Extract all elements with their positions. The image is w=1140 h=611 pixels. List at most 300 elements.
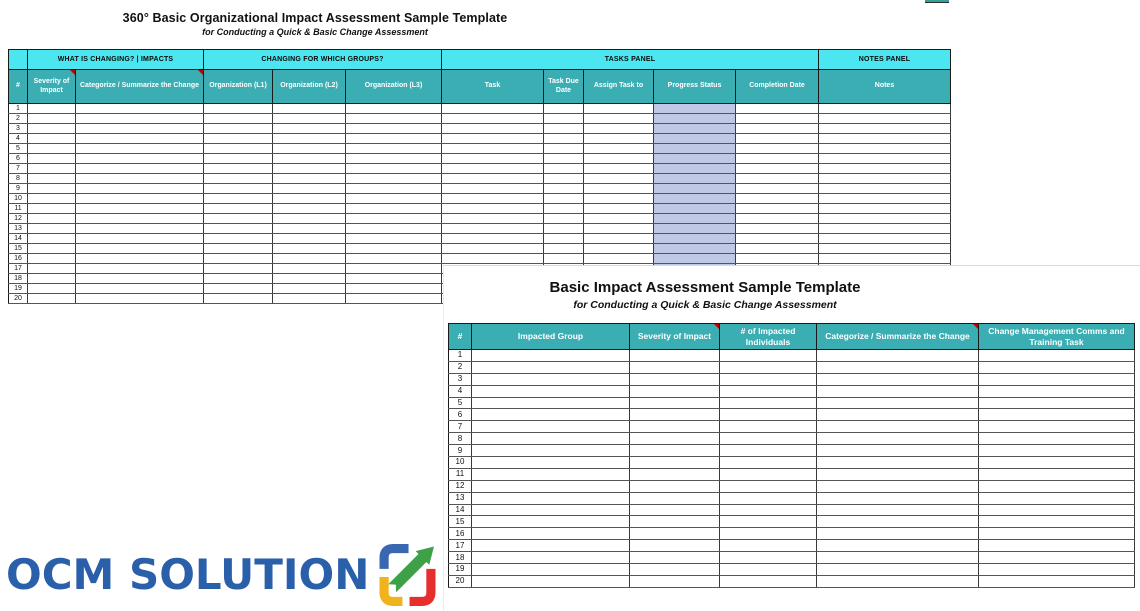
spreadsheet-cell[interactable] bbox=[720, 504, 817, 516]
spreadsheet-cell[interactable] bbox=[654, 214, 736, 224]
spreadsheet-cell[interactable] bbox=[346, 134, 442, 144]
spreadsheet-cell[interactable] bbox=[346, 274, 442, 284]
spreadsheet-cell[interactable] bbox=[442, 244, 544, 254]
spreadsheet-cell[interactable] bbox=[654, 234, 736, 244]
spreadsheet-cell[interactable] bbox=[273, 114, 346, 124]
spreadsheet-cell[interactable] bbox=[204, 184, 273, 194]
spreadsheet-cell[interactable] bbox=[28, 134, 76, 144]
spreadsheet-cell[interactable] bbox=[442, 104, 544, 114]
spreadsheet-cell[interactable] bbox=[76, 204, 204, 214]
spreadsheet-cell[interactable] bbox=[736, 194, 819, 204]
spreadsheet-cell[interactable] bbox=[584, 224, 654, 234]
spreadsheet-cell[interactable] bbox=[472, 540, 630, 552]
spreadsheet-cell[interactable] bbox=[204, 174, 273, 184]
spreadsheet-cell[interactable] bbox=[472, 492, 630, 504]
spreadsheet-cell[interactable] bbox=[817, 421, 979, 433]
spreadsheet-cell[interactable] bbox=[28, 124, 76, 134]
spreadsheet-cell[interactable] bbox=[630, 350, 720, 362]
spreadsheet-cell[interactable] bbox=[204, 144, 273, 154]
spreadsheet-cell[interactable] bbox=[442, 114, 544, 124]
spreadsheet-cell[interactable] bbox=[630, 433, 720, 445]
spreadsheet-cell[interactable] bbox=[442, 164, 544, 174]
spreadsheet-cell[interactable] bbox=[204, 254, 273, 264]
spreadsheet-cell[interactable] bbox=[204, 294, 273, 304]
spreadsheet-cell[interactable] bbox=[817, 457, 979, 469]
spreadsheet-cell[interactable] bbox=[817, 361, 979, 373]
spreadsheet-cell[interactable] bbox=[273, 104, 346, 114]
spreadsheet-cell[interactable] bbox=[346, 144, 442, 154]
spreadsheet-cell[interactable] bbox=[654, 184, 736, 194]
spreadsheet-cell[interactable] bbox=[630, 457, 720, 469]
spreadsheet-cell[interactable] bbox=[819, 254, 951, 264]
spreadsheet-cell[interactable] bbox=[584, 254, 654, 264]
spreadsheet-cell[interactable] bbox=[654, 164, 736, 174]
spreadsheet-cell[interactable] bbox=[817, 492, 979, 504]
spreadsheet-cell[interactable] bbox=[472, 552, 630, 564]
spreadsheet-cell[interactable] bbox=[736, 184, 819, 194]
spreadsheet-cell[interactable] bbox=[273, 144, 346, 154]
spreadsheet-cell[interactable] bbox=[76, 254, 204, 264]
spreadsheet-cell[interactable] bbox=[584, 134, 654, 144]
spreadsheet-cell[interactable] bbox=[204, 194, 273, 204]
spreadsheet-cell[interactable] bbox=[630, 468, 720, 480]
spreadsheet-cell[interactable] bbox=[28, 174, 76, 184]
spreadsheet-cell[interactable] bbox=[630, 540, 720, 552]
spreadsheet-cell[interactable] bbox=[584, 244, 654, 254]
spreadsheet-cell[interactable] bbox=[720, 350, 817, 362]
spreadsheet-cell[interactable] bbox=[346, 124, 442, 134]
spreadsheet-cell[interactable] bbox=[630, 504, 720, 516]
spreadsheet-cell[interactable] bbox=[819, 194, 951, 204]
spreadsheet-cell[interactable] bbox=[736, 164, 819, 174]
spreadsheet-cell[interactable] bbox=[28, 264, 76, 274]
spreadsheet-cell[interactable] bbox=[472, 564, 630, 576]
spreadsheet-cell[interactable] bbox=[817, 409, 979, 421]
spreadsheet-cell[interactable] bbox=[346, 154, 442, 164]
spreadsheet-cell[interactable] bbox=[442, 204, 544, 214]
spreadsheet-cell[interactable] bbox=[654, 224, 736, 234]
spreadsheet-cell[interactable] bbox=[204, 214, 273, 224]
spreadsheet-cell[interactable] bbox=[630, 552, 720, 564]
spreadsheet-cell[interactable] bbox=[817, 516, 979, 528]
spreadsheet-cell[interactable] bbox=[979, 504, 1135, 516]
spreadsheet-cell[interactable] bbox=[273, 164, 346, 174]
spreadsheet-cell[interactable] bbox=[28, 184, 76, 194]
spreadsheet-cell[interactable] bbox=[654, 134, 736, 144]
spreadsheet-cell[interactable] bbox=[584, 124, 654, 134]
spreadsheet-cell[interactable] bbox=[979, 480, 1135, 492]
spreadsheet-cell[interactable] bbox=[273, 124, 346, 134]
spreadsheet-cell[interactable] bbox=[979, 492, 1135, 504]
spreadsheet-cell[interactable] bbox=[544, 254, 584, 264]
spreadsheet-cell[interactable] bbox=[720, 480, 817, 492]
spreadsheet-cell[interactable] bbox=[654, 244, 736, 254]
spreadsheet-cell[interactable] bbox=[630, 516, 720, 528]
spreadsheet-cell[interactable] bbox=[28, 154, 76, 164]
spreadsheet-cell[interactable] bbox=[817, 540, 979, 552]
table2-title: Basic Impact Assessment Sample Template bbox=[549, 279, 861, 296]
spreadsheet-cell[interactable] bbox=[979, 409, 1135, 421]
spreadsheet-cell[interactable] bbox=[273, 264, 346, 274]
spreadsheet-cell[interactable] bbox=[204, 244, 273, 254]
spreadsheet-cell[interactable] bbox=[979, 528, 1135, 540]
spreadsheet-cell[interactable] bbox=[654, 154, 736, 164]
spreadsheet-cell[interactable] bbox=[979, 564, 1135, 576]
spreadsheet-cell[interactable] bbox=[720, 433, 817, 445]
spreadsheet-cell[interactable] bbox=[630, 373, 720, 385]
spreadsheet-cell[interactable] bbox=[736, 174, 819, 184]
spreadsheet-cell[interactable] bbox=[204, 284, 273, 294]
spreadsheet-cell[interactable] bbox=[544, 224, 584, 234]
spreadsheet-cell[interactable] bbox=[273, 294, 346, 304]
spreadsheet-cell[interactable] bbox=[273, 254, 346, 264]
spreadsheet-cell[interactable] bbox=[273, 184, 346, 194]
spreadsheet-cell[interactable] bbox=[654, 144, 736, 154]
spreadsheet-cell[interactable] bbox=[76, 114, 204, 124]
spreadsheet-cell[interactable] bbox=[979, 385, 1135, 397]
spreadsheet-cell[interactable] bbox=[204, 104, 273, 114]
spreadsheet-cell[interactable] bbox=[979, 421, 1135, 433]
spreadsheet-cell[interactable] bbox=[472, 528, 630, 540]
spreadsheet-cell[interactable] bbox=[819, 224, 951, 234]
spreadsheet-cell[interactable] bbox=[346, 224, 442, 234]
spreadsheet-cell[interactable] bbox=[76, 154, 204, 164]
spreadsheet-cell[interactable] bbox=[720, 421, 817, 433]
spreadsheet-cell[interactable] bbox=[28, 214, 76, 224]
spreadsheet-cell[interactable] bbox=[817, 350, 979, 362]
spreadsheet-cell[interactable] bbox=[736, 144, 819, 154]
spreadsheet-cell[interactable] bbox=[472, 373, 630, 385]
spreadsheet-cell[interactable] bbox=[442, 234, 544, 244]
spreadsheet-cell[interactable] bbox=[720, 409, 817, 421]
spreadsheet-cell[interactable] bbox=[472, 457, 630, 469]
spreadsheet-cell[interactable] bbox=[346, 164, 442, 174]
spreadsheet-cell[interactable] bbox=[544, 154, 584, 164]
spreadsheet-cell[interactable] bbox=[630, 421, 720, 433]
spreadsheet-cell[interactable] bbox=[819, 104, 951, 114]
spreadsheet-cell[interactable] bbox=[736, 244, 819, 254]
spreadsheet-cell[interactable] bbox=[584, 114, 654, 124]
spreadsheet-cell[interactable] bbox=[346, 294, 442, 304]
spreadsheet-cell[interactable] bbox=[720, 468, 817, 480]
spreadsheet-cell[interactable] bbox=[204, 204, 273, 214]
spreadsheet-cell[interactable] bbox=[76, 144, 204, 154]
spreadsheet-cell[interactable] bbox=[472, 468, 630, 480]
spreadsheet-cell[interactable] bbox=[979, 516, 1135, 528]
spreadsheet-cell[interactable] bbox=[544, 144, 584, 154]
spreadsheet-cell[interactable] bbox=[819, 244, 951, 254]
spreadsheet-cell[interactable] bbox=[28, 224, 76, 234]
spreadsheet-cell[interactable] bbox=[736, 154, 819, 164]
spreadsheet-cell[interactable] bbox=[76, 184, 204, 194]
spreadsheet-cell[interactable] bbox=[630, 397, 720, 409]
spreadsheet-cell[interactable] bbox=[442, 184, 544, 194]
spreadsheet-cell[interactable] bbox=[346, 214, 442, 224]
spreadsheet-cell[interactable] bbox=[204, 234, 273, 244]
spreadsheet-cell[interactable] bbox=[442, 134, 544, 144]
spreadsheet-cell[interactable] bbox=[204, 264, 273, 274]
spreadsheet-cell[interactable] bbox=[544, 114, 584, 124]
spreadsheet-cell[interactable] bbox=[736, 224, 819, 234]
spreadsheet-cell[interactable] bbox=[720, 397, 817, 409]
spreadsheet-cell[interactable] bbox=[720, 552, 817, 564]
spreadsheet-cell[interactable] bbox=[76, 174, 204, 184]
spreadsheet-cell[interactable] bbox=[736, 114, 819, 124]
spreadsheet-cell[interactable] bbox=[736, 104, 819, 114]
spreadsheet-cell[interactable] bbox=[630, 361, 720, 373]
spreadsheet-cell[interactable] bbox=[584, 174, 654, 184]
spreadsheet-cell[interactable] bbox=[979, 575, 1135, 587]
spreadsheet-cell[interactable] bbox=[204, 134, 273, 144]
spreadsheet-cell[interactable] bbox=[28, 144, 76, 154]
spreadsheet-cell[interactable] bbox=[654, 254, 736, 264]
spreadsheet-cell[interactable] bbox=[817, 504, 979, 516]
spreadsheet-cell[interactable] bbox=[204, 154, 273, 164]
spreadsheet-cell[interactable] bbox=[630, 445, 720, 457]
spreadsheet-cell[interactable] bbox=[720, 540, 817, 552]
spreadsheet-cell[interactable] bbox=[630, 528, 720, 540]
spreadsheet-cell[interactable] bbox=[817, 468, 979, 480]
spreadsheet-cell[interactable] bbox=[273, 284, 346, 294]
spreadsheet-cell[interactable] bbox=[442, 214, 544, 224]
spreadsheet-cell[interactable] bbox=[28, 284, 76, 294]
spreadsheet-cell[interactable] bbox=[584, 154, 654, 164]
spreadsheet-cell[interactable] bbox=[442, 254, 544, 264]
spreadsheet-cell[interactable] bbox=[346, 264, 442, 274]
spreadsheet-cell[interactable] bbox=[720, 528, 817, 540]
spreadsheet-cell[interactable] bbox=[584, 214, 654, 224]
spreadsheet-cell[interactable] bbox=[76, 284, 204, 294]
spreadsheet-cell[interactable] bbox=[472, 385, 630, 397]
spreadsheet-cell[interactable] bbox=[472, 421, 630, 433]
spreadsheet-cell[interactable] bbox=[472, 350, 630, 362]
spreadsheet-cell[interactable] bbox=[720, 575, 817, 587]
spreadsheet-cell[interactable] bbox=[28, 244, 76, 254]
spreadsheet-cell[interactable] bbox=[736, 214, 819, 224]
spreadsheet-cell[interactable] bbox=[819, 124, 951, 134]
spreadsheet-cell[interactable] bbox=[273, 174, 346, 184]
spreadsheet-cell[interactable] bbox=[630, 480, 720, 492]
spreadsheet-cell[interactable] bbox=[28, 194, 76, 204]
spreadsheet-cell[interactable] bbox=[442, 194, 544, 204]
spreadsheet-cell[interactable] bbox=[273, 244, 346, 254]
spreadsheet-cell[interactable] bbox=[819, 234, 951, 244]
spreadsheet-cell[interactable] bbox=[817, 528, 979, 540]
spreadsheet-cell[interactable] bbox=[979, 552, 1135, 564]
spreadsheet-cell[interactable] bbox=[819, 214, 951, 224]
spreadsheet-cell[interactable] bbox=[654, 114, 736, 124]
sheet-row bbox=[9, 114, 951, 124]
sheet-row bbox=[449, 361, 1135, 373]
spreadsheet-cell[interactable] bbox=[736, 254, 819, 264]
spreadsheet-cell[interactable] bbox=[654, 104, 736, 114]
spreadsheet-cell[interactable] bbox=[76, 234, 204, 244]
spreadsheet-cell[interactable] bbox=[736, 124, 819, 134]
spreadsheet-cell[interactable] bbox=[979, 397, 1135, 409]
spreadsheet-cell[interactable] bbox=[720, 516, 817, 528]
spreadsheet-cell[interactable] bbox=[442, 124, 544, 134]
spreadsheet-cell[interactable] bbox=[28, 204, 76, 214]
spreadsheet-cell[interactable] bbox=[630, 409, 720, 421]
spreadsheet-cell[interactable] bbox=[819, 164, 951, 174]
spreadsheet-cell[interactable] bbox=[544, 244, 584, 254]
spreadsheet-cell[interactable] bbox=[204, 164, 273, 174]
spreadsheet-cell[interactable] bbox=[273, 154, 346, 164]
comment-indicator-icon bbox=[198, 70, 203, 75]
spreadsheet-cell[interactable] bbox=[544, 194, 584, 204]
spreadsheet-cell[interactable] bbox=[472, 409, 630, 421]
spreadsheet-cell[interactable] bbox=[654, 124, 736, 134]
spreadsheet-cell[interactable] bbox=[28, 254, 76, 264]
spreadsheet-cell[interactable] bbox=[346, 184, 442, 194]
spreadsheet-cell[interactable] bbox=[76, 224, 204, 234]
spreadsheet-cell[interactable] bbox=[979, 445, 1135, 457]
spreadsheet-cell[interactable] bbox=[584, 164, 654, 174]
spreadsheet-cell[interactable] bbox=[544, 124, 584, 134]
spreadsheet-cell[interactable] bbox=[346, 104, 442, 114]
spreadsheet-cell[interactable] bbox=[472, 575, 630, 587]
spreadsheet-cell[interactable] bbox=[204, 274, 273, 284]
spreadsheet-cell[interactable] bbox=[817, 575, 979, 587]
spreadsheet-cell[interactable] bbox=[76, 274, 204, 284]
spreadsheet-cell[interactable] bbox=[817, 397, 979, 409]
spreadsheet-cell[interactable] bbox=[76, 264, 204, 274]
spreadsheet-cell[interactable] bbox=[472, 433, 630, 445]
spreadsheet-cell[interactable] bbox=[76, 214, 204, 224]
spreadsheet-cell[interactable] bbox=[346, 244, 442, 254]
spreadsheet-cell[interactable] bbox=[472, 397, 630, 409]
spreadsheet-cell[interactable] bbox=[654, 194, 736, 204]
spreadsheet-cell[interactable] bbox=[544, 104, 584, 114]
spreadsheet-cell[interactable] bbox=[273, 204, 346, 214]
spreadsheet-cell[interactable] bbox=[979, 468, 1135, 480]
spreadsheet-cell[interactable] bbox=[817, 480, 979, 492]
spreadsheet-cell[interactable] bbox=[442, 154, 544, 164]
spreadsheet-cell[interactable] bbox=[273, 134, 346, 144]
spreadsheet-cell[interactable] bbox=[720, 492, 817, 504]
spreadsheet-cell[interactable] bbox=[204, 124, 273, 134]
spreadsheet-cell[interactable] bbox=[28, 294, 76, 304]
spreadsheet-cell[interactable] bbox=[273, 274, 346, 284]
spreadsheet-cell[interactable] bbox=[584, 144, 654, 154]
spreadsheet-cell[interactable] bbox=[630, 564, 720, 576]
spreadsheet-cell[interactable] bbox=[472, 516, 630, 528]
spreadsheet-cell[interactable] bbox=[630, 492, 720, 504]
spreadsheet-cell[interactable] bbox=[584, 104, 654, 114]
spreadsheet-cell[interactable] bbox=[736, 134, 819, 144]
spreadsheet-cell[interactable] bbox=[817, 564, 979, 576]
spreadsheet-cell[interactable] bbox=[76, 104, 204, 114]
spreadsheet-cell[interactable] bbox=[346, 204, 442, 214]
spreadsheet-cell[interactable] bbox=[979, 361, 1135, 373]
spreadsheet-cell[interactable] bbox=[273, 214, 346, 224]
spreadsheet-cell[interactable] bbox=[819, 204, 951, 214]
spreadsheet-cell[interactable] bbox=[346, 114, 442, 124]
spreadsheet-cell[interactable] bbox=[28, 104, 76, 114]
spreadsheet-cell[interactable] bbox=[720, 385, 817, 397]
spreadsheet-cell[interactable] bbox=[442, 144, 544, 154]
spreadsheet-cell[interactable] bbox=[204, 114, 273, 124]
spreadsheet-cell[interactable] bbox=[346, 234, 442, 244]
spreadsheet-cell[interactable] bbox=[76, 244, 204, 254]
spreadsheet-cell[interactable] bbox=[346, 254, 442, 264]
spreadsheet-cell[interactable] bbox=[442, 174, 544, 184]
spreadsheet-cell[interactable] bbox=[273, 234, 346, 244]
spreadsheet-cell[interactable] bbox=[584, 184, 654, 194]
spreadsheet-cell[interactable] bbox=[584, 234, 654, 244]
spreadsheet-cell[interactable] bbox=[720, 445, 817, 457]
spreadsheet-cell[interactable] bbox=[28, 114, 76, 124]
spreadsheet-cell[interactable] bbox=[28, 234, 76, 244]
spreadsheet-cell[interactable] bbox=[979, 540, 1135, 552]
spreadsheet-cell[interactable] bbox=[273, 224, 346, 234]
spreadsheet-cell[interactable] bbox=[720, 361, 817, 373]
spreadsheet-cell[interactable] bbox=[720, 564, 817, 576]
spreadsheet-cell[interactable] bbox=[979, 350, 1135, 362]
spreadsheet-cell[interactable] bbox=[76, 164, 204, 174]
spreadsheet-cell[interactable] bbox=[630, 385, 720, 397]
spreadsheet-cell[interactable] bbox=[819, 114, 951, 124]
spreadsheet-cell[interactable] bbox=[76, 294, 204, 304]
spreadsheet-cell[interactable] bbox=[204, 224, 273, 234]
spreadsheet-cell[interactable] bbox=[28, 274, 76, 284]
spreadsheet-cell[interactable] bbox=[544, 174, 584, 184]
spreadsheet-cell[interactable] bbox=[76, 124, 204, 134]
spreadsheet-cell[interactable] bbox=[584, 194, 654, 204]
spreadsheet-cell[interactable] bbox=[819, 134, 951, 144]
spreadsheet-cell[interactable] bbox=[819, 144, 951, 154]
spreadsheet-cell[interactable] bbox=[979, 433, 1135, 445]
spreadsheet-cell[interactable] bbox=[28, 164, 76, 174]
spreadsheet-cell[interactable] bbox=[819, 174, 951, 184]
spreadsheet-cell[interactable] bbox=[736, 204, 819, 214]
spreadsheet-cell[interactable] bbox=[544, 214, 584, 224]
spreadsheet-cell[interactable] bbox=[472, 361, 630, 373]
spreadsheet-cell[interactable] bbox=[736, 234, 819, 244]
spreadsheet-cell[interactable] bbox=[817, 552, 979, 564]
spreadsheet-cell[interactable] bbox=[819, 184, 951, 194]
spreadsheet-cell[interactable] bbox=[544, 184, 584, 194]
spreadsheet-cell[interactable] bbox=[544, 234, 584, 244]
spreadsheet-cell[interactable] bbox=[720, 373, 817, 385]
spreadsheet-cell[interactable] bbox=[817, 445, 979, 457]
spreadsheet-cell[interactable] bbox=[346, 174, 442, 184]
spreadsheet-cell[interactable] bbox=[76, 134, 204, 144]
spreadsheet-cell[interactable] bbox=[979, 373, 1135, 385]
spreadsheet-cell[interactable] bbox=[654, 174, 736, 184]
spreadsheet-cell[interactable] bbox=[817, 373, 979, 385]
spreadsheet-cell[interactable] bbox=[76, 194, 204, 204]
spreadsheet-cell[interactable] bbox=[979, 457, 1135, 469]
spreadsheet-cell[interactable] bbox=[819, 154, 951, 164]
spreadsheet-cell[interactable] bbox=[544, 204, 584, 214]
spreadsheet-cell[interactable] bbox=[442, 224, 544, 234]
spreadsheet-cell[interactable] bbox=[817, 385, 979, 397]
spreadsheet-cell[interactable] bbox=[584, 204, 654, 214]
spreadsheet-cell[interactable] bbox=[544, 164, 584, 174]
spreadsheet-cell[interactable] bbox=[654, 204, 736, 214]
spreadsheet-cell[interactable] bbox=[472, 480, 630, 492]
spreadsheet-cell[interactable] bbox=[472, 445, 630, 457]
spreadsheet-cell[interactable] bbox=[720, 457, 817, 469]
spreadsheet-cell[interactable] bbox=[472, 504, 630, 516]
spreadsheet-cell[interactable] bbox=[346, 284, 442, 294]
spreadsheet-cell[interactable] bbox=[544, 134, 584, 144]
spreadsheet-cell[interactable] bbox=[817, 433, 979, 445]
spreadsheet-cell[interactable] bbox=[346, 194, 442, 204]
spreadsheet-cell[interactable] bbox=[630, 575, 720, 587]
spreadsheet-cell[interactable] bbox=[273, 194, 346, 204]
